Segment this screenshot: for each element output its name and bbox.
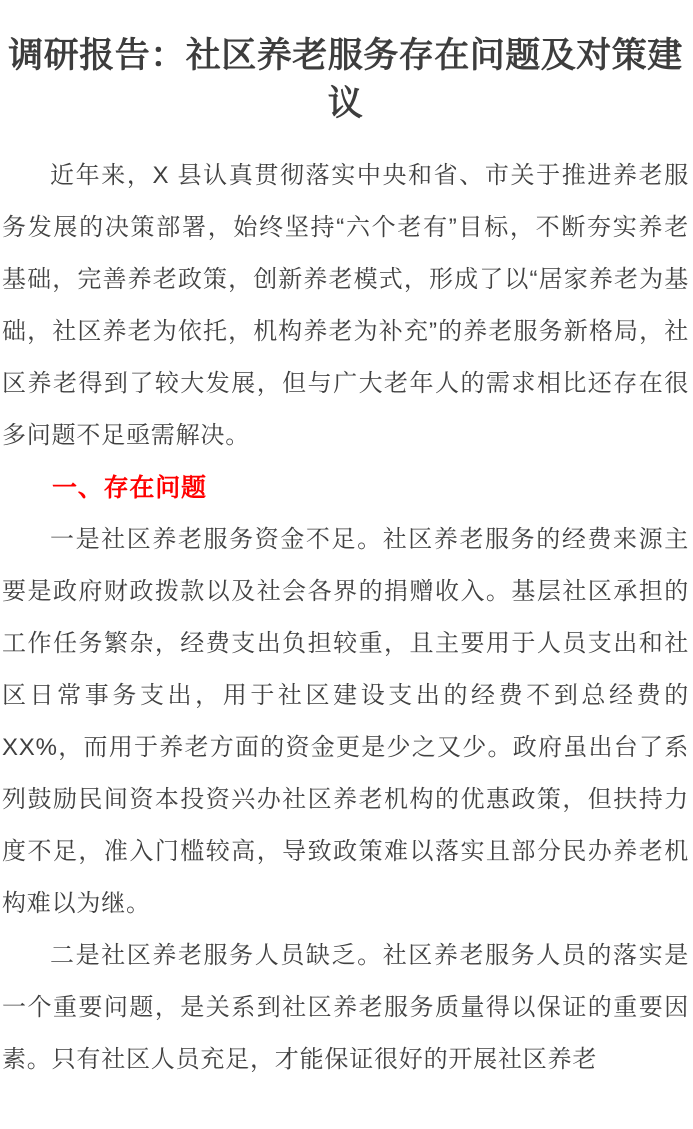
- report-article: [0, 32, 693, 1086]
- page-title: 调研报告：社区养老服务存在问题及对策建议: [8, 36, 683, 123]
- paragraph-problem-funding: 一是社区养老服务资金不足。社区养老服务的经费来源主要是政府财政拨款以及社会各界的捐赠收入。基层社区承担的工作任务繁杂，经费支出负担较重，且主要用于人员支出和社区日常事务支出，用于社区建设支出的经费不到总经费的 XX%，而用于养老方面的资金更是少之又少。政府虽出台了系列鼓励民间资本投资兴办社区养老机构的优惠政策，但扶持力度不足，准入门槛较高，导致政策难以落实且部分民办养老机构难以为继。: [2, 526, 689, 917]
- section-heading-existing-problems: 一、存在问题: [52, 474, 207, 502]
- paragraph-intro: 近年来，X 县认真贯彻落实中央和省、市关于推进养老服务发展的决策部署，始终坚持“六个老有”目标，不断夯实养老基础，完善养老政策，创新养老模式，形成了以“居家养老为基础，社区养老为依托，机构养老为补充”的养老服务新格局，社区养老得到了较大发展，但与广大老年人的需求相比还存在很多问题不足亟需解决。: [2, 162, 689, 449]
- paragraph-problem-staffing: 二是社区养老服务人员缺乏。社区养老服务人员的落实是一个重要问题，是关系到社区养老服务质量得以保证的重要因素。只有社区人员充足，才能保证很好的开展社区养老: [2, 942, 689, 1073]
